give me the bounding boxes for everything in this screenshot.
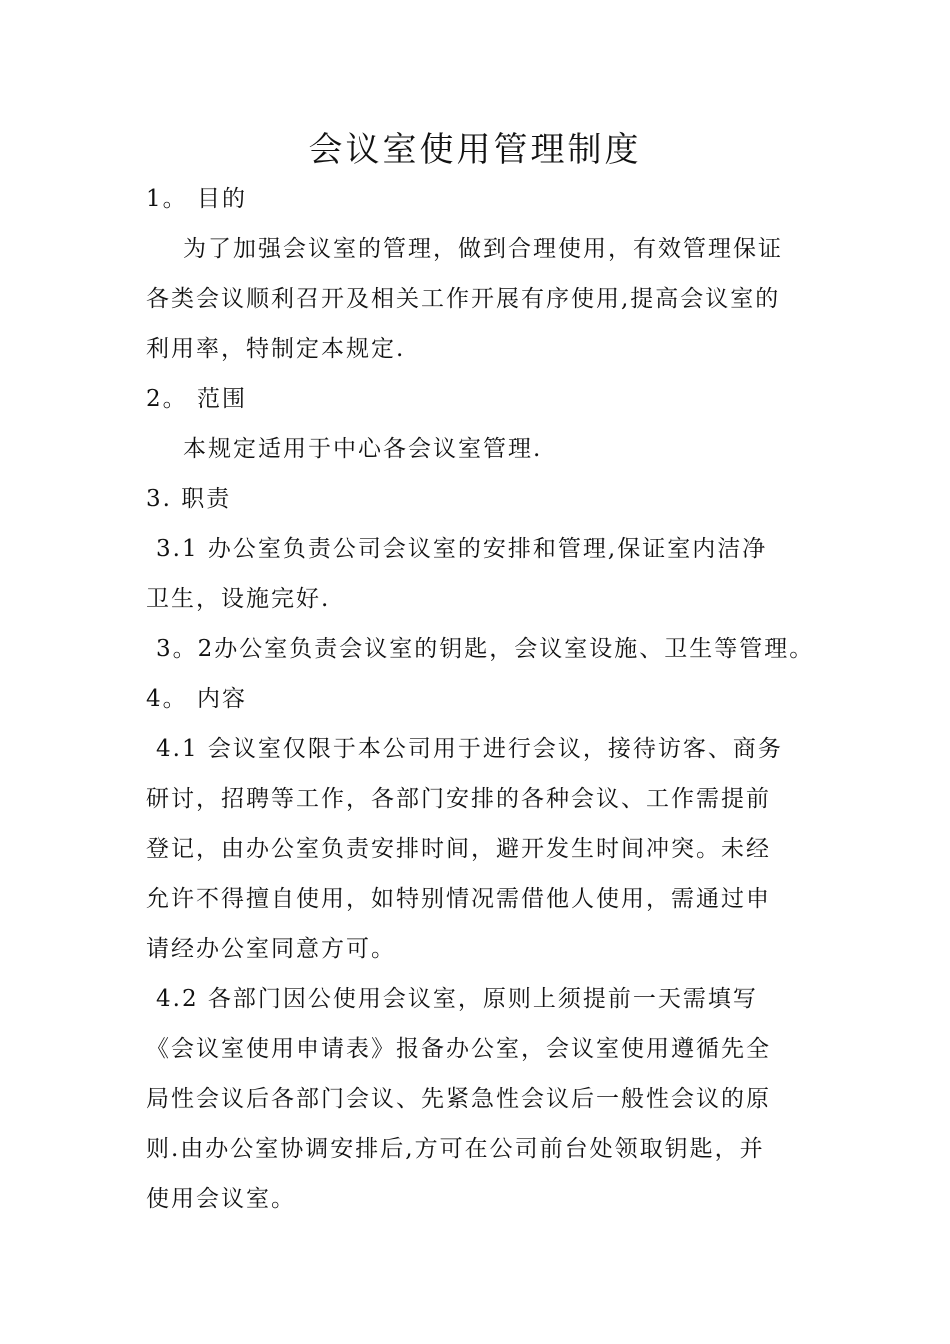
document-title: 会议室使用管理制度 — [308, 130, 642, 170]
paragraph-line: 局性会议后各部门会议、先紧急性会议后一般性会议的原 — [146, 1086, 771, 1112]
paragraph-line: 则.由办公室协调安排后,方可在公司前台处领取钥匙，并 — [146, 1136, 765, 1162]
paragraph-line: 3。2办公室负责会议室的钥匙，会议室设施、卫生等管理。 — [156, 636, 815, 662]
section-heading-scope: 2。 范围 — [146, 386, 247, 412]
paragraph-line: 各类会议顺利召开及相关工作开展有序使用,提高会议室的 — [146, 286, 781, 312]
paragraph-line: 4.2 各部门因公使用会议室，原则上须提前一天需填写 — [156, 986, 758, 1012]
paragraph-line: 卫生，设施完好. — [146, 586, 331, 612]
paragraph-line: 4.1 会议室仅限于本公司用于进行会议，接待访客、商务 — [156, 736, 783, 762]
paragraph-line: 请经办公室同意方可。 — [146, 936, 396, 962]
paragraph-line: 本规定适用于中心各会议室管理. — [183, 436, 543, 462]
paragraph-line: 登记，由办公室负责安排时间，避开发生时间冲突。未经 — [146, 836, 771, 862]
paragraph-line: 为了加强会议室的管理，做到合理使用，有效管理保证 — [183, 236, 783, 262]
paragraph-line: 允许不得擅自使用，如特别情况需借他人使用，需通过申 — [146, 886, 771, 912]
section-heading-purpose: 1。 目的 — [146, 186, 247, 212]
paragraph-line: 利用率，特制定本规定. — [146, 336, 406, 362]
section-heading-responsibilities: 3. 职责 — [146, 486, 232, 512]
paragraph-line: 研讨，招聘等工作，各部门安排的各种会议、工作需提前 — [146, 786, 771, 812]
section-heading-content: 4。 内容 — [146, 686, 247, 712]
paragraph-line: 《会议室使用申请表》报备办公室，会议室使用遵循先全 — [146, 1036, 771, 1062]
paragraph-line: 使用会议室。 — [146, 1186, 296, 1212]
paragraph-line: 3.1 办公室负责公司会议室的安排和管理,保证室内洁净 — [156, 536, 768, 562]
